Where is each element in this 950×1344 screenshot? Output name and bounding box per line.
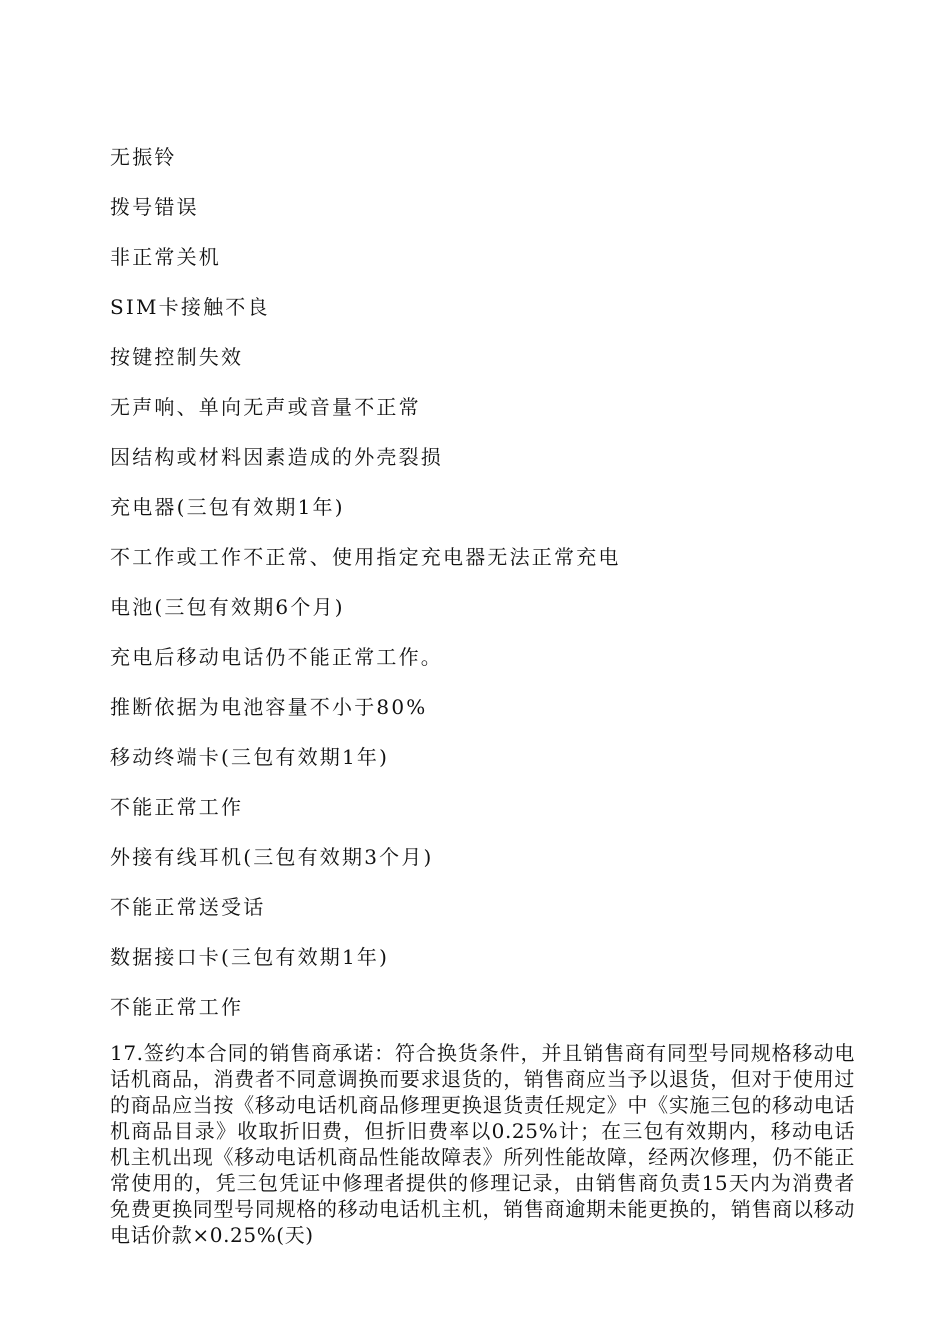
list-item: 不能正常工作 — [110, 795, 244, 819]
list-item: 无声响、单向无声或音量不正常 — [110, 395, 421, 419]
list-item: 拨号错误 — [110, 195, 199, 219]
list-item: 非正常关机 — [110, 245, 221, 269]
list-item: 不能正常送受话 — [110, 895, 266, 919]
list-item: 充电器(三包有效期1年) — [110, 495, 345, 519]
list-item: 移动终端卡(三包有效期1年) — [110, 745, 390, 769]
list-item: 外接有线耳机(三包有效期3个月) — [110, 845, 434, 869]
list-item: 不能正常工作 — [110, 995, 244, 1019]
list-item: 按键控制失效 — [110, 345, 244, 369]
list-item: 推断依据为电池容量不小于80% — [110, 695, 428, 719]
list-item: 无振铃 — [110, 145, 177, 169]
list-item: 电池(三包有效期6个月) — [110, 595, 345, 619]
clause-17-paragraph: 17.签约本合同的销售商承诺：符合换货条件，并且销售商有同型号同规格移动电话机商品，消费者不同意调换而要求退货的，销售商应当予以退货，但对于使用过的商品应当按《移动电话机商品修理更换退货责任规定》中《实施三包的移动电话机商品目录》收取折旧费，但折旧费率以0.25%计；在三包有效期内，移动电话机主机出现《移动电话机商品性能故障表》所列性能故障，经两次修理，仍不能正常使用的，凭三包凭证中修理者提供的修理记录，由销售商负责15天内为消费者免费更换同型号同规格的移动电话机主机，销售商逾期未能更换的，销售商以移动电话价款×0.25%(天) — [110, 1041, 855, 1247]
list-item: 充电后移动电话仍不能正常工作。 — [110, 645, 443, 669]
list-item: 因结构或材料因素造成的外壳裂损 — [110, 445, 443, 469]
fault-list — [110, 143, 850, 1043]
list-item: SIM卡接触不良 — [110, 295, 270, 319]
list-item: 不工作或工作不正常、使用指定充电器无法正常充电 — [110, 545, 621, 569]
list-item: 数据接口卡(三包有效期1年) — [110, 945, 390, 969]
